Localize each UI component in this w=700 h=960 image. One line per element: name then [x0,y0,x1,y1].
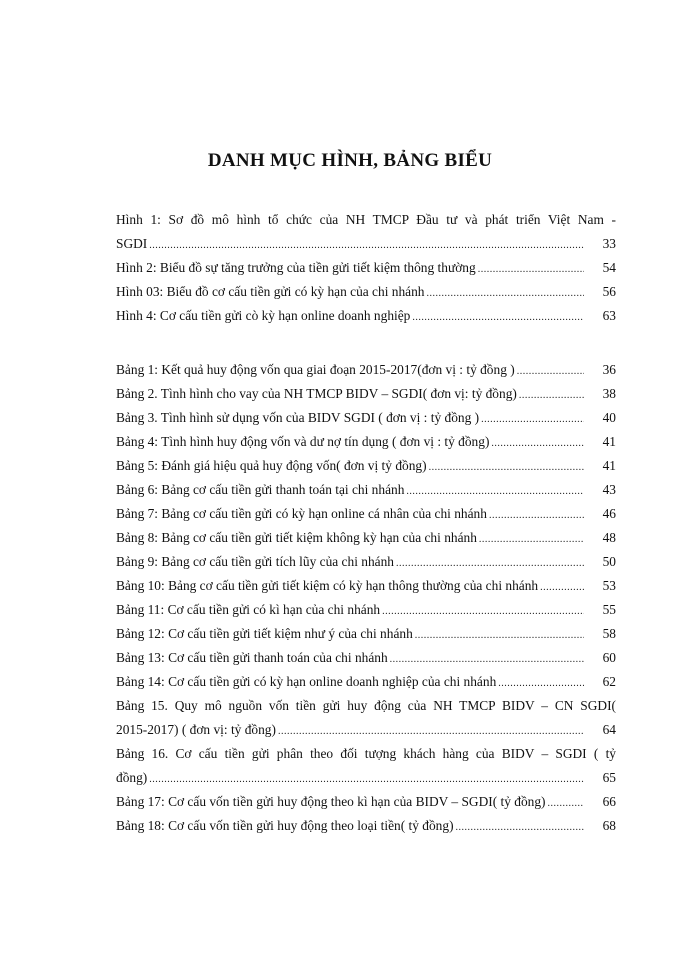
figure-entry-1-line2 [116,232,616,256]
figure-label: Hình 2: Biểu đồ sự tăng trưởng của tiền gửi tiết kiệm thông thường [116,260,476,275]
table-entry [116,382,616,406]
dot-leader [519,384,584,406]
dot-leader [478,258,584,280]
dot-leader [412,306,584,328]
table-label: Bảng 9: Bảng cơ cấu tiền gửi tích lũy của chi nhánh [116,554,394,569]
dot-leader [481,408,584,430]
table-label: Bảng 12: Cơ cấu tiền gửi tiết kiệm như ý của chi nhánh [116,626,413,641]
table-entry [116,646,616,670]
figure-list [116,208,616,328]
table-entry [116,814,616,838]
table-entry [116,454,616,478]
table-label: Bảng 5: Đánh giá hiệu quả huy động vốn( đơn vị tỷ đồng) [116,458,427,473]
page-number: 50 [602,554,616,569]
page-number: 46 [602,506,616,521]
dot-leader [149,234,584,256]
dot-leader [406,480,584,502]
table-label: Bảng 11: Cơ cấu tiền gửi có kì hạn của chi nhánh [116,602,381,617]
table-label: Bảng 6: Bảng cơ cấu tiền gửi thanh toán tại chi nhánh [116,482,405,497]
dot-leader [426,282,584,304]
dot-leader [390,648,584,670]
page-number: 36 [602,362,616,377]
table-label: Bảng 7: Bảng cơ cấu tiền gửi có kỳ hạn online cá nhân của chi nhánh [116,506,487,521]
page-number: 62 [602,674,616,689]
table-label: Bảng 3. Tình hình sử dụng vốn của BIDV SGDI ( đơn vị : tỷ đồng ) [116,410,480,425]
table-entry [116,622,616,646]
table-label: Bảng 16. Cơ cấu tiền gửi phân theo đối tượng khách hàng của BIDV – SGDI ( tỷ [116,746,616,761]
figure-entry-1-line1 [116,208,616,232]
page-number: 48 [602,530,616,545]
table-entry [116,358,616,382]
table-entry [116,502,616,526]
table-entry [116,550,616,574]
table-label: Bảng 10: Bảng cơ cấu tiền gửi tiết kiệm có kỳ hạn thông thường của chi nhánh [116,578,539,593]
table-entry [116,406,616,430]
page-number: 33 [602,236,616,251]
table-label: Bảng 2. Tình hình cho vay của NH TMCP BIDV – SGDI( đơn vị: tỷ đồng) [116,386,517,401]
table-label: 2015-2017) ( đơn vị: tỷ đồng) [116,722,276,737]
page-number: 60 [602,650,616,665]
page-number: 41 [602,458,616,473]
table-entry-15-line2 [116,718,616,742]
dot-leader [517,360,584,382]
page-number: 43 [602,482,616,497]
dot-leader [278,720,584,742]
dot-leader [456,816,584,838]
table-label: Bảng 15. Quy mô nguồn vốn tiền gửi huy động của NH TMCP BIDV – CN SGDI( [116,698,616,713]
dot-leader [149,768,584,790]
dot-leader [479,528,584,550]
table-entry [116,574,616,598]
dot-leader [498,672,584,694]
dot-leader [429,456,584,478]
figure-label: Hình 03: Biểu đồ cơ cấu tiền gửi có kỳ hạn của chi nhánh [116,284,425,299]
table-label: Bảng 1: Kết quả huy động vốn qua giai đoạn 2015-2017(đơn vị : tỷ đồng ) [116,362,515,377]
table-entry [116,526,616,550]
page-number: 38 [602,386,616,401]
page-number: 40 [602,410,616,425]
table-label: đồng) [116,770,148,785]
page-number: 64 [602,722,616,737]
dot-leader [382,600,584,622]
figure-entry [116,304,616,328]
page-number: 63 [602,308,616,323]
table-entry [116,478,616,502]
page-number: 53 [602,578,616,593]
table-entry [116,598,616,622]
table-list [116,358,616,838]
page-number: 55 [602,602,616,617]
table-entry [116,430,616,454]
page-number: 65 [602,770,616,785]
dot-leader [396,552,584,574]
figure-entry [116,256,616,280]
page-title: DANH MỤC HÌNH, BẢNG BIỂU [207,150,493,171]
figure-label: Hình 4: Cơ cấu tiền gửi cò kỳ hạn online doanh nghiệp [116,308,411,323]
page-number: 41 [602,434,616,449]
table-label: Bảng 17: Cơ cấu vốn tiền gửi huy động theo kì hạn của BIDV – SGDI( tỷ đồng) [116,794,546,809]
table-label: Bảng 4: Tình hình huy động vốn và dư nợ tín dụng ( đơn vị : tỷ đồng) [116,434,490,449]
dot-leader [491,432,584,454]
table-entry [116,670,616,694]
figure-label: Hình 1: Sơ đồ mô hình tổ chức của NH TMCP Đầu tư và phát triển Việt Nam - [116,212,616,227]
page-number: 56 [602,284,616,299]
dot-leader [489,504,584,526]
dot-leader [415,624,584,646]
table-label: Bảng 13: Cơ cấu tiền gửi thanh toán của chi nhánh [116,650,388,665]
table-label: Bảng 8: Bảng cơ cấu tiền gửi tiết kiệm không kỳ hạn của chi nhánh [116,530,477,545]
table-entry-15-line1 [116,694,616,718]
page-number: 58 [602,626,616,641]
page-number: 66 [602,794,616,809]
table-entry [116,790,616,814]
figure-entry [116,280,616,304]
table-entry-16-line1 [116,742,616,766]
table-entry-16-line2 [116,766,616,790]
page-number: 68 [602,818,616,833]
table-label: Bảng 18: Cơ cấu vốn tiền gửi huy động theo loại tiền( tỷ đồng) [116,818,454,833]
dot-leader [540,576,584,598]
table-label: Bảng 14: Cơ cấu tiền gửi có kỳ hạn online doanh nghiệp của chi nhánh [116,674,497,689]
dot-leader [548,792,584,814]
page-number: 54 [602,260,616,275]
figure-label: SGDI [116,236,148,251]
